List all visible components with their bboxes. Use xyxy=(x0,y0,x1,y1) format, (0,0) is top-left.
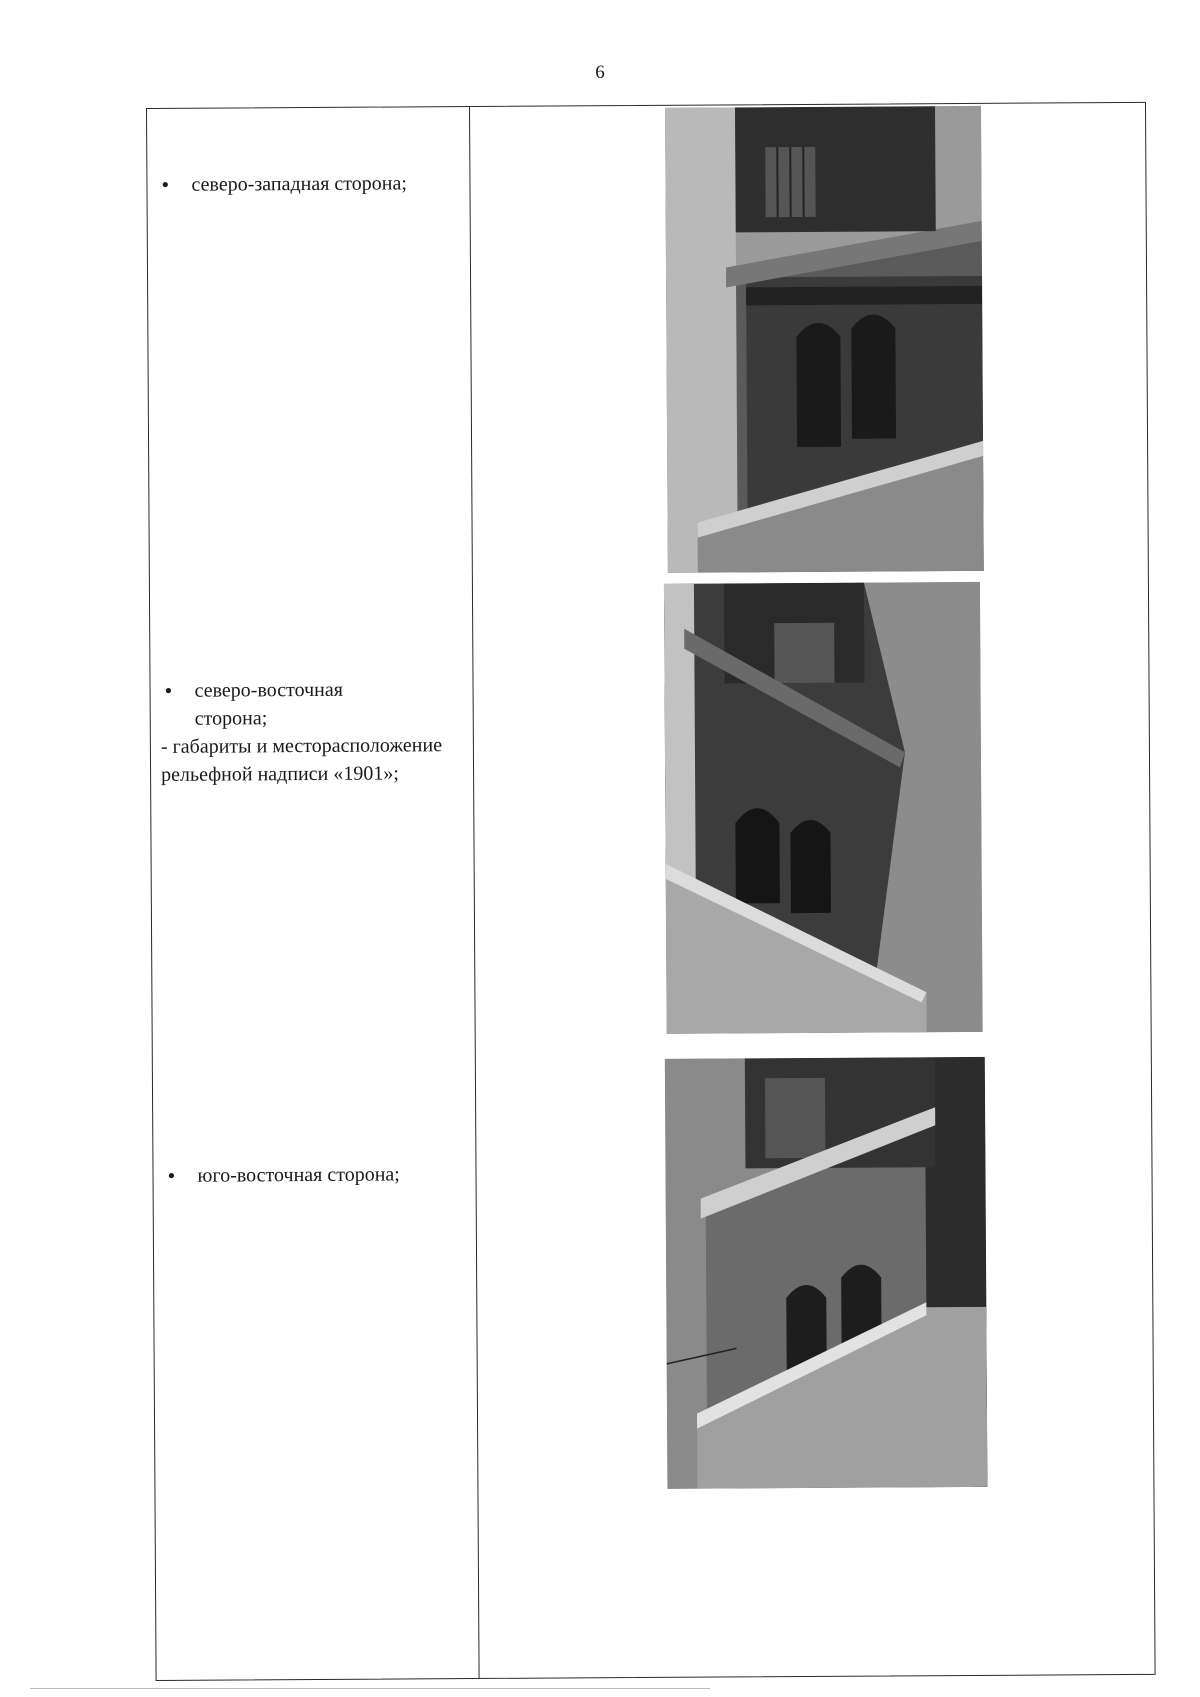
document-table xyxy=(146,102,1156,1681)
row-2-text xyxy=(160,675,461,789)
scan-artifact-line xyxy=(30,1688,710,1689)
bullet-southeast: • юго-восточная сторона; xyxy=(163,1160,463,1190)
row-3-text xyxy=(163,1160,463,1190)
row-1-text xyxy=(157,169,457,199)
bullet-northeast: • северо-восточная сторона; xyxy=(160,675,394,732)
page-number: 6 xyxy=(595,62,605,83)
bullet-northwest: • северо-западная сторона; xyxy=(157,169,457,199)
tower-photo-southeast xyxy=(665,1057,988,1489)
tower-photo-northwest xyxy=(665,106,984,573)
tower-photo-northeast xyxy=(664,582,983,1034)
column-divider xyxy=(469,107,480,1678)
dimensions-note: - габариты и месторасположение рельефной надписи «1901»; xyxy=(160,734,443,786)
